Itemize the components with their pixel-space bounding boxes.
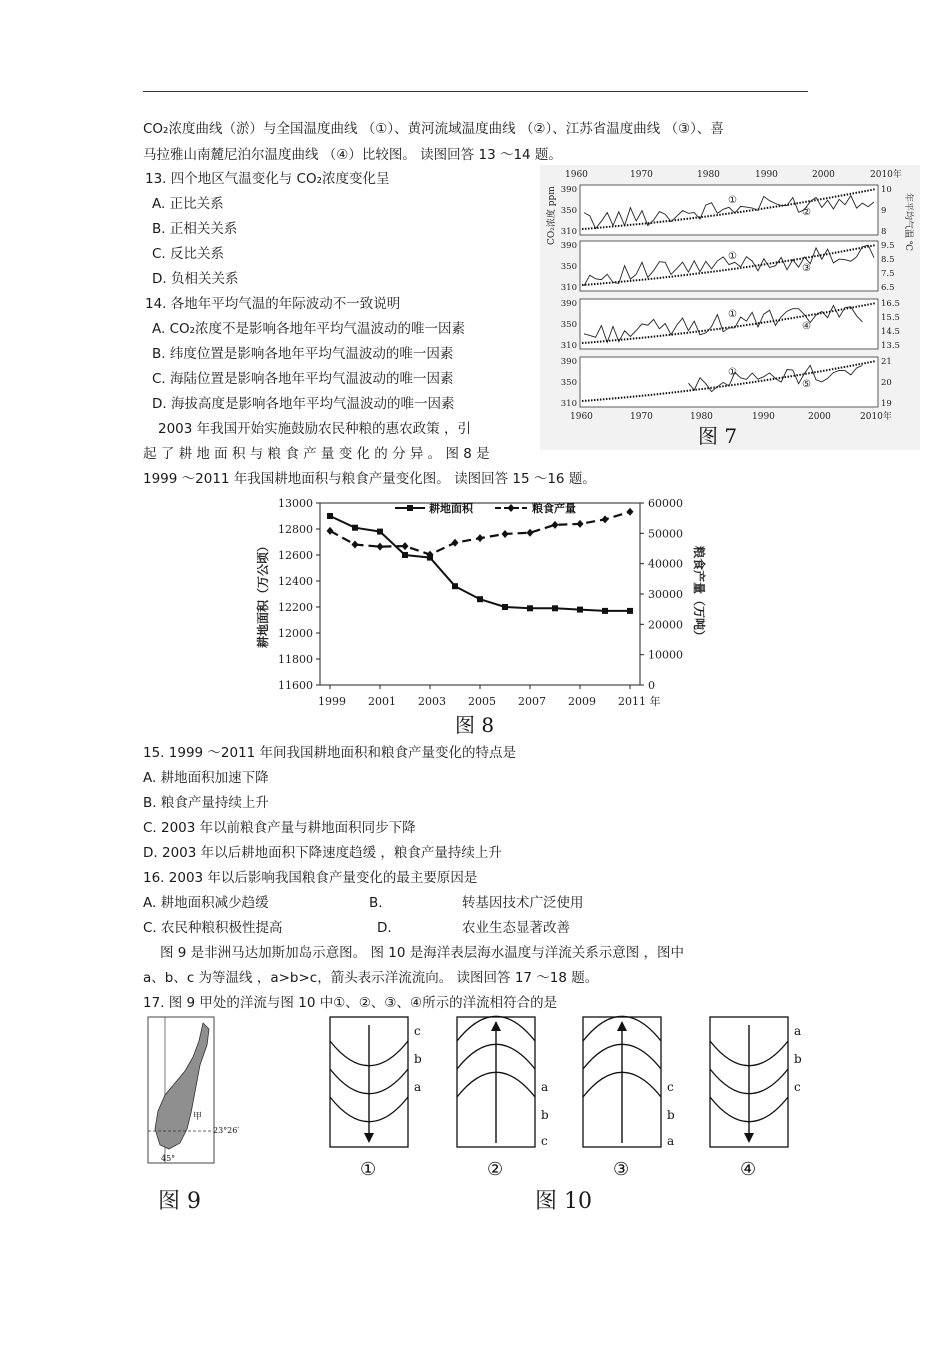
- figure-8-chart: [255, 490, 706, 740]
- fig10-isotherm-label: c: [541, 1134, 548, 1148]
- fig10-isotherm-label: a: [794, 1024, 802, 1038]
- fig10-isotherm-label: a: [541, 1080, 549, 1094]
- fig10-isotherm-label: a: [667, 1134, 675, 1148]
- fig8-grain-point: [527, 529, 534, 537]
- fig8-left-tick-label: 12000: [278, 627, 313, 640]
- fig8-right-tick-label: 30000: [648, 588, 683, 601]
- fig8-caption: 图 8: [455, 713, 495, 737]
- q13-option-c: C. 反比关系: [152, 246, 225, 262]
- fig7-bottom-year: 1990: [752, 412, 775, 422]
- fig8-grain-point: [402, 542, 409, 550]
- fig8-left-tick-label: 13000: [278, 497, 313, 510]
- intro-13-14-line1: CO₂浓度曲线（淤）与全国温度曲线 （①）、黄河流域温度曲线 （②）、江苏省温度曲线 （③）、喜: [143, 121, 724, 137]
- fig8-right-tick-label: 0: [648, 679, 655, 692]
- fig7-co2-tick-label: 350: [560, 320, 577, 330]
- fig8-farmland-point: [627, 608, 633, 614]
- fig8-left-tick-label: 12600: [278, 549, 313, 562]
- q13-option-d: D. 负相关关系: [152, 271, 239, 287]
- fig7-temp-tick-label: 19: [881, 399, 892, 409]
- fig7-temp-curve-mark: ②: [802, 207, 811, 218]
- fig8-farmland-point: [352, 525, 358, 531]
- fig7-co2-tick-label: 390: [560, 241, 577, 251]
- fig10-isotherm-label: b: [667, 1108, 675, 1122]
- fig10-isotherm-label: c: [794, 1080, 801, 1094]
- fig7-co2-tick-label: 350: [560, 206, 577, 216]
- fig8-x-tick-label: 2003: [418, 695, 446, 708]
- intro-13-14-line2: 马拉雅山南麓尼泊尔温度曲线 （④）比较图。 读图回答 13 ～14 题。: [143, 147, 562, 163]
- q16-option-b-letter: B.: [369, 895, 383, 911]
- intro-15-16-line2: 起 了 耕 地 面 积 与 粮 食 产 量 变 化 的 分 异 。 图 8 是: [143, 446, 490, 462]
- fig8-farmland-point: [602, 608, 608, 614]
- fig10-isotherm-label: a: [414, 1080, 422, 1094]
- fig7-panel-frame: [580, 357, 878, 407]
- fig8-right-tick-label: 10000: [648, 648, 683, 662]
- fig7-temp-tick-label: 16.5: [881, 299, 900, 309]
- fig7-temp-tick-label: 20: [881, 378, 892, 388]
- fig7-co2-curve-mark: ①: [728, 309, 737, 320]
- fig10-panel-number: ③: [613, 1159, 630, 1180]
- fig7-temp-tick-label: 15.5: [881, 313, 900, 323]
- fig8-grain-point: [452, 539, 459, 547]
- fig7-bottom-year: 1970: [630, 412, 653, 422]
- fig7-temp-tick-label: 21: [881, 357, 892, 367]
- q17-stem: 17. 图 9 甲处的洋流与图 10 中①、②、③、④所示的洋流相符合的是: [143, 995, 558, 1011]
- fig8-farmland-point: [402, 552, 408, 558]
- fig8-left-tick-label: 12800: [278, 523, 313, 536]
- figure-9-map: [145, 1015, 250, 1165]
- fig7-bottom-year: 2000: [808, 412, 831, 422]
- madagascar-island: [155, 1023, 209, 1149]
- q16-option-c: C. 农民种粮积极性提高: [143, 920, 283, 936]
- fig9-caption: 图 9: [158, 1189, 201, 1214]
- q14-stem: 14. 各地年平均气温的年际波动不一致说明: [145, 296, 401, 312]
- fig8-grain-point: [577, 520, 584, 528]
- fig7-top-year: 1980: [697, 170, 720, 180]
- fig8-right-tick-label: 60000: [648, 497, 683, 510]
- fig7-co2-tick-label: 310: [560, 341, 577, 351]
- fig7-co2-tick-label: 310: [560, 283, 577, 293]
- fig8-left-tick-label: 12200: [278, 601, 313, 614]
- header-rule: [143, 91, 808, 92]
- fig7-top-year: 1960: [565, 170, 588, 180]
- q13-option-b: B. 正相关关系: [152, 221, 238, 237]
- fig7-co2-tick-label: 310: [560, 227, 577, 237]
- fig8-left-tick-label: 11800: [278, 653, 313, 666]
- fig7-co2-tick-label: 350: [560, 378, 577, 388]
- q16-option-a: A. 耕地面积减少趋缓: [143, 895, 269, 911]
- fig8-left-tick-label: 12400: [278, 575, 313, 588]
- q14-option-a: A. CO₂浓度不是影响各地年平均气温波动的唯一因素: [152, 321, 466, 337]
- q16-option-b-text: 转基因技术广泛使用: [462, 895, 584, 911]
- fig8-farmland-point: [502, 604, 508, 610]
- fig8-legend-farmland-marker: [407, 505, 413, 511]
- q14-option-b: B. 纬度位置是影响各地年平均气温波动的唯一因素: [152, 346, 454, 362]
- fig7-temp-curve-mark: ③: [802, 263, 811, 274]
- fig10-isotherm-label: c: [667, 1080, 674, 1094]
- fig7-bottom-year: 1980: [690, 412, 713, 422]
- fig8-grain-point: [502, 530, 509, 538]
- fig10-isotherm-label: b: [414, 1052, 422, 1066]
- fig10-panel-number: ②: [487, 1159, 504, 1180]
- q15-option-b: B. 粮食产量持续上升: [143, 795, 269, 811]
- fig7-bottom-year: 2010年: [860, 412, 892, 422]
- q14-option-d: D. 海拔高度是影响各地年平均气温波动的唯一因素: [152, 396, 455, 412]
- q13-stem: 13. 四个地区气温变化与 CO₂浓度变化呈: [145, 171, 390, 187]
- fig7-bottom-year: 1960: [570, 412, 593, 422]
- q15-option-d: D. 2003 年以后耕地面积下降速度趋缓 ，粮食产量持续上升: [143, 845, 502, 861]
- q16-option-d-letter: D.: [377, 920, 392, 936]
- q15-option-a: A. 耕地面积加速下降: [143, 770, 269, 786]
- figure-7: [540, 165, 920, 450]
- fig10-isotherm-label: c: [414, 1024, 421, 1038]
- intro-17-18-line2: a、b、c 为等温线 ，a>b>c，箭头表示洋流流向。 读图回答 17 ～18 题。: [143, 970, 599, 986]
- fig8-left-tick-label: 11600: [278, 679, 313, 692]
- fig8-x-tick-label: 2009: [568, 695, 596, 708]
- fig7-temp-curve-mark: ⑤: [802, 379, 811, 390]
- fig7-temp-tick-label: 9: [881, 206, 887, 216]
- fig7-temp-tick-label: 7.5: [881, 269, 895, 279]
- fig7-temp-tick-label: 8: [881, 227, 887, 237]
- fig8-grain-point: [352, 541, 359, 549]
- intro-17-18-line1: 图 9 是非洲马达加斯加岛示意图。 图 10 是海洋表层海水温度与洋流关系示意图 ，图中: [160, 945, 685, 961]
- fig8-right-tick-label: 20000: [648, 618, 683, 632]
- fig8-grain-point: [552, 521, 559, 529]
- intro-15-16-line1: 2003 年我国开始实施鼓励农民种粮的惠农政策 ，引: [158, 421, 471, 437]
- fig7-top-year: 2000: [812, 170, 835, 180]
- fig8-x-tick-label: 2007: [518, 695, 546, 708]
- fig8-farmland-point: [477, 596, 483, 602]
- fig7-top-year: 1990: [755, 170, 778, 180]
- fig10-caption: 图 10: [535, 1189, 592, 1214]
- fig7-co2-tick-label: 390: [560, 357, 577, 367]
- fig8-x-tick-label: 2011 年: [618, 695, 661, 708]
- fig7-co2-curve-mark: ①: [728, 195, 737, 206]
- fig7-co2-curve-mark: ①: [728, 367, 737, 378]
- fig8-x-tick-label: 1999: [318, 695, 346, 708]
- fig7-top-year: 1970: [630, 170, 653, 180]
- fig8-x-tick-label: 2005: [468, 695, 496, 708]
- fig8-farmland-point: [527, 605, 533, 611]
- fig8-grain-point: [377, 543, 384, 551]
- fig8-farmland-point: [577, 607, 583, 613]
- q16-option-d-text: 农业生态显著改善: [462, 920, 570, 936]
- fig7-temp-tick-label: 9.5: [881, 241, 895, 251]
- fig8-legend-farmland-label: 耕地面积: [429, 502, 473, 515]
- fig7-temp-curve-mark: ④: [802, 321, 811, 332]
- fig8-right-tick-label: 50000: [648, 527, 683, 541]
- fig8-farmland-point: [377, 529, 383, 535]
- q15-option-c: C. 2003 年以前粮食产量与耕地面积同步下降: [143, 820, 416, 836]
- q15-stem: 15. 1999 ～2011 年间我国耕地面积和粮食产量变化的特点是: [143, 745, 517, 761]
- fig7-co2-tick-label: 390: [560, 185, 577, 195]
- fig7-co2-curve-mark: ①: [728, 251, 737, 262]
- fig8-series-line-grain: [330, 512, 630, 555]
- q14-option-c: C. 海陆位置是影响各地年平均气温波动的唯一因素: [152, 371, 454, 387]
- fig9-place-label: 甲: [193, 1112, 203, 1122]
- figure-10: [320, 1015, 815, 1185]
- fig8-right-tick-label: 40000: [648, 557, 683, 571]
- fig7-temp-tick-label: 8.5: [881, 255, 895, 265]
- fig8-grain-point: [602, 515, 609, 523]
- fig7-temp-tick-label: 10: [881, 185, 892, 195]
- fig7-co2-tick-label: 310: [560, 399, 577, 409]
- fig8-farmland-point: [552, 605, 558, 611]
- fig7-top-year: 2010年: [870, 170, 902, 180]
- fig7-panel-frame: [580, 185, 878, 235]
- fig8-right-axis-label: 粮食产量（万吨）: [692, 545, 706, 643]
- fig7-caption: 图 7: [698, 424, 738, 448]
- intro-15-16-line3: 1999 ～2011 年我国耕地面积与粮食产量变化图。 读图回答 15 ～16 题。: [143, 471, 596, 487]
- fig8-left-axis-label: 耕地面积（万公顷）: [256, 539, 270, 649]
- fig8-legend-grain-marker: [508, 504, 515, 512]
- fig7-right-axis-label: 年平均气温 ℃: [903, 193, 913, 251]
- q13-option-a: A. 正比关系: [152, 196, 224, 212]
- fig8-grain-point: [477, 534, 484, 542]
- fig9-latitude-label: 23°26′: [213, 1126, 240, 1135]
- fig10-panel-number: ④: [740, 1159, 757, 1180]
- fig10-isotherm-label: b: [541, 1108, 549, 1122]
- fig8-legend-grain-label: 粮食产量: [532, 502, 576, 515]
- fig8-grain-point: [327, 527, 334, 535]
- fig8-grain-point: [627, 508, 634, 516]
- fig8-farmland-point: [327, 513, 333, 519]
- fig9-longitude-label: 45°: [161, 1154, 176, 1163]
- q16-stem: 16. 2003 年以后影响我国粮食产量变化的最主要原因是: [143, 870, 478, 886]
- fig8-farmland-point: [452, 583, 458, 589]
- fig7-left-axis-label: CO₂浓度 ppm: [547, 186, 557, 245]
- fig7-co2-tick-label: 350: [560, 262, 577, 272]
- fig10-panel-number: ①: [360, 1159, 377, 1180]
- fig7-temp-tick-label: 13.5: [881, 341, 900, 351]
- fig7-temp-tick-label: 6.5: [881, 283, 895, 293]
- fig7-co2-tick-label: 390: [560, 299, 577, 309]
- fig7-temp-tick-label: 14.5: [881, 327, 900, 337]
- fig10-isotherm-label: b: [794, 1052, 802, 1066]
- fig8-x-tick-label: 2001: [368, 695, 396, 708]
